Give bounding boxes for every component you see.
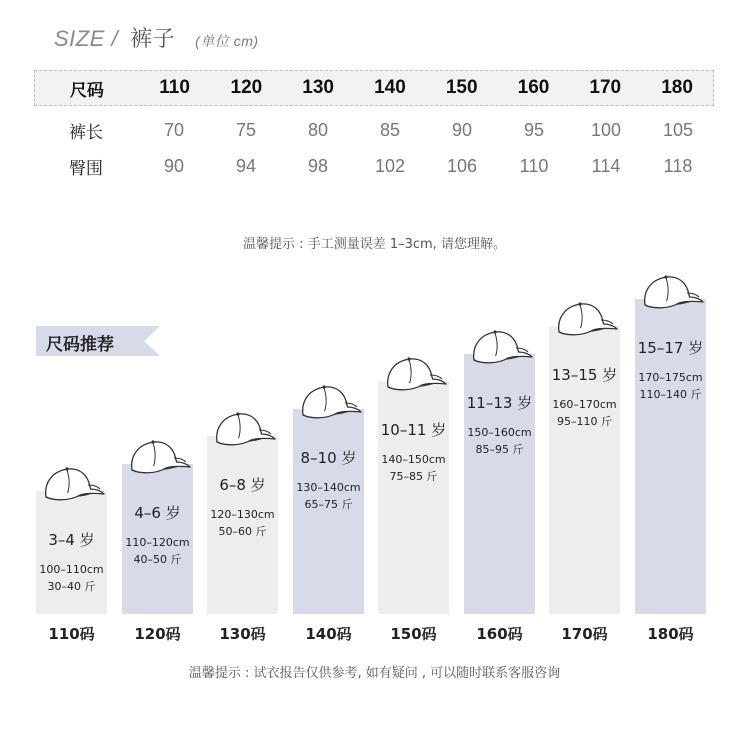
cap-icon <box>297 381 367 425</box>
size-label: SIZE / <box>54 26 119 51</box>
cap-icon-svg <box>553 298 623 342</box>
table-head-size: 130 <box>302 77 334 98</box>
size-column <box>635 299 706 614</box>
table-head-size: 170 <box>589 77 622 98</box>
size-label: 120码 <box>134 625 181 643</box>
age-range: 10–11 岁 <box>380 421 447 439</box>
measurement-range <box>464 424 535 458</box>
table-cell: 102 <box>374 155 406 176</box>
table-cell: 90 <box>163 155 185 176</box>
age-range: 4–6 岁 <box>134 504 181 522</box>
table-head-size: 140 <box>374 77 406 98</box>
cap-icon <box>468 326 538 370</box>
table-head-size: 160 <box>517 77 550 98</box>
weight-range: 40–50 斤 <box>133 553 182 566</box>
table-cell: 100 <box>590 119 622 140</box>
measure-note: 温馨提示 : 手工测量误差 1–3cm, 请您理解。 <box>243 237 506 252</box>
size-label: 110码 <box>48 625 95 643</box>
table-cell: 98 <box>307 155 329 176</box>
cap-icon-svg <box>126 436 196 480</box>
height-range: 140–150cm <box>381 453 446 466</box>
table-cell: 106 <box>446 155 478 176</box>
size-column <box>549 326 620 614</box>
table-cell: 105 <box>662 119 694 140</box>
measurement-range <box>36 561 107 595</box>
size-title <box>54 22 259 53</box>
row-label-length: 裤长 <box>69 122 103 143</box>
table-cell: 70 <box>163 119 185 140</box>
size-label: 160码 <box>476 625 523 643</box>
measurement-range <box>293 479 364 513</box>
height-range: 160–170cm <box>552 398 617 411</box>
age-range: 13–15 岁 <box>551 366 618 384</box>
age-range: 8–10 岁 <box>300 449 357 467</box>
size-column <box>122 464 193 614</box>
cap-icon <box>40 463 110 507</box>
weight-range: 85–95 斤 <box>475 443 524 456</box>
cap-icon-svg <box>468 326 538 370</box>
weight-range: 75–85 斤 <box>389 470 438 483</box>
size-column <box>293 409 364 614</box>
measurement-range <box>549 396 620 430</box>
cap-icon-svg <box>639 271 709 315</box>
height-range: 170–175cm <box>638 371 703 384</box>
age-range: 3–4 岁 <box>48 531 95 549</box>
table-cell: 114 <box>591 155 621 176</box>
cap-icon <box>553 298 623 342</box>
cap-icon-svg <box>382 353 452 397</box>
cap-icon-svg <box>297 381 367 425</box>
size-table <box>34 70 714 184</box>
table-cell: 95 <box>523 119 545 140</box>
table-cell: 110 <box>519 155 549 176</box>
height-range: 100–110cm <box>39 563 104 576</box>
weight-range: 50–60 斤 <box>218 525 267 538</box>
table-row <box>34 112 714 148</box>
height-range: 120–130cm <box>210 508 275 521</box>
measurement-range <box>635 369 706 403</box>
measurement-range <box>122 534 193 568</box>
table-row <box>34 148 714 184</box>
size-column <box>36 491 107 614</box>
fit-note: 温馨提示 : 试衣报告仅供参考, 如有疑问 , 可以随时联系客服咨询 <box>188 666 561 681</box>
weight-range: 65–75 斤 <box>304 498 353 511</box>
recommend-title: 尺码推荐 <box>46 335 114 355</box>
age-range: 15–17 岁 <box>637 339 704 357</box>
weight-range: 110–140 斤 <box>639 388 702 401</box>
size-column <box>378 381 449 614</box>
measurement-range <box>207 506 278 540</box>
size-label: 170码 <box>561 625 608 643</box>
height-range: 130–140cm <box>296 481 361 494</box>
height-range: 150–160cm <box>467 426 532 439</box>
table-cell: 85 <box>379 119 401 140</box>
cap-icon-svg <box>40 463 110 507</box>
table-header-row <box>34 70 714 106</box>
table-head-size: 110 <box>159 77 190 98</box>
cap-icon <box>126 436 196 480</box>
size-column <box>464 354 535 614</box>
table-head-size: 150 <box>445 77 478 98</box>
cap-icon <box>211 408 281 452</box>
recommend-banner <box>36 326 160 356</box>
table-head-size: 120 <box>230 77 263 98</box>
unit-label: (单位 cm) <box>195 33 259 49</box>
age-range: 11–13 岁 <box>466 394 533 412</box>
table-cell: 118 <box>663 155 693 176</box>
table-cell: 90 <box>451 119 473 140</box>
measurement-range <box>378 451 449 485</box>
height-range: 110–120cm <box>125 536 190 549</box>
cap-icon <box>639 271 709 315</box>
product-name: 裤子 <box>130 26 176 51</box>
weight-range: 30–40 斤 <box>47 580 96 593</box>
weight-range: 95–110 斤 <box>557 415 612 428</box>
row-label-hip: 臀围 <box>69 158 103 179</box>
table-head-label: 尺码 <box>69 80 104 101</box>
size-column <box>207 436 278 614</box>
cap-icon <box>382 353 452 397</box>
table-head-size: 180 <box>661 77 693 98</box>
size-label: 180码 <box>647 625 694 643</box>
table-cell: 80 <box>307 119 329 140</box>
size-label: 140码 <box>305 625 352 643</box>
table-cell: 94 <box>235 155 257 176</box>
cap-icon-svg <box>211 408 281 452</box>
table-cell: 75 <box>235 119 257 140</box>
size-label: 130码 <box>219 625 266 643</box>
size-label: 150码 <box>390 625 437 643</box>
age-range: 6–8 岁 <box>219 476 266 494</box>
